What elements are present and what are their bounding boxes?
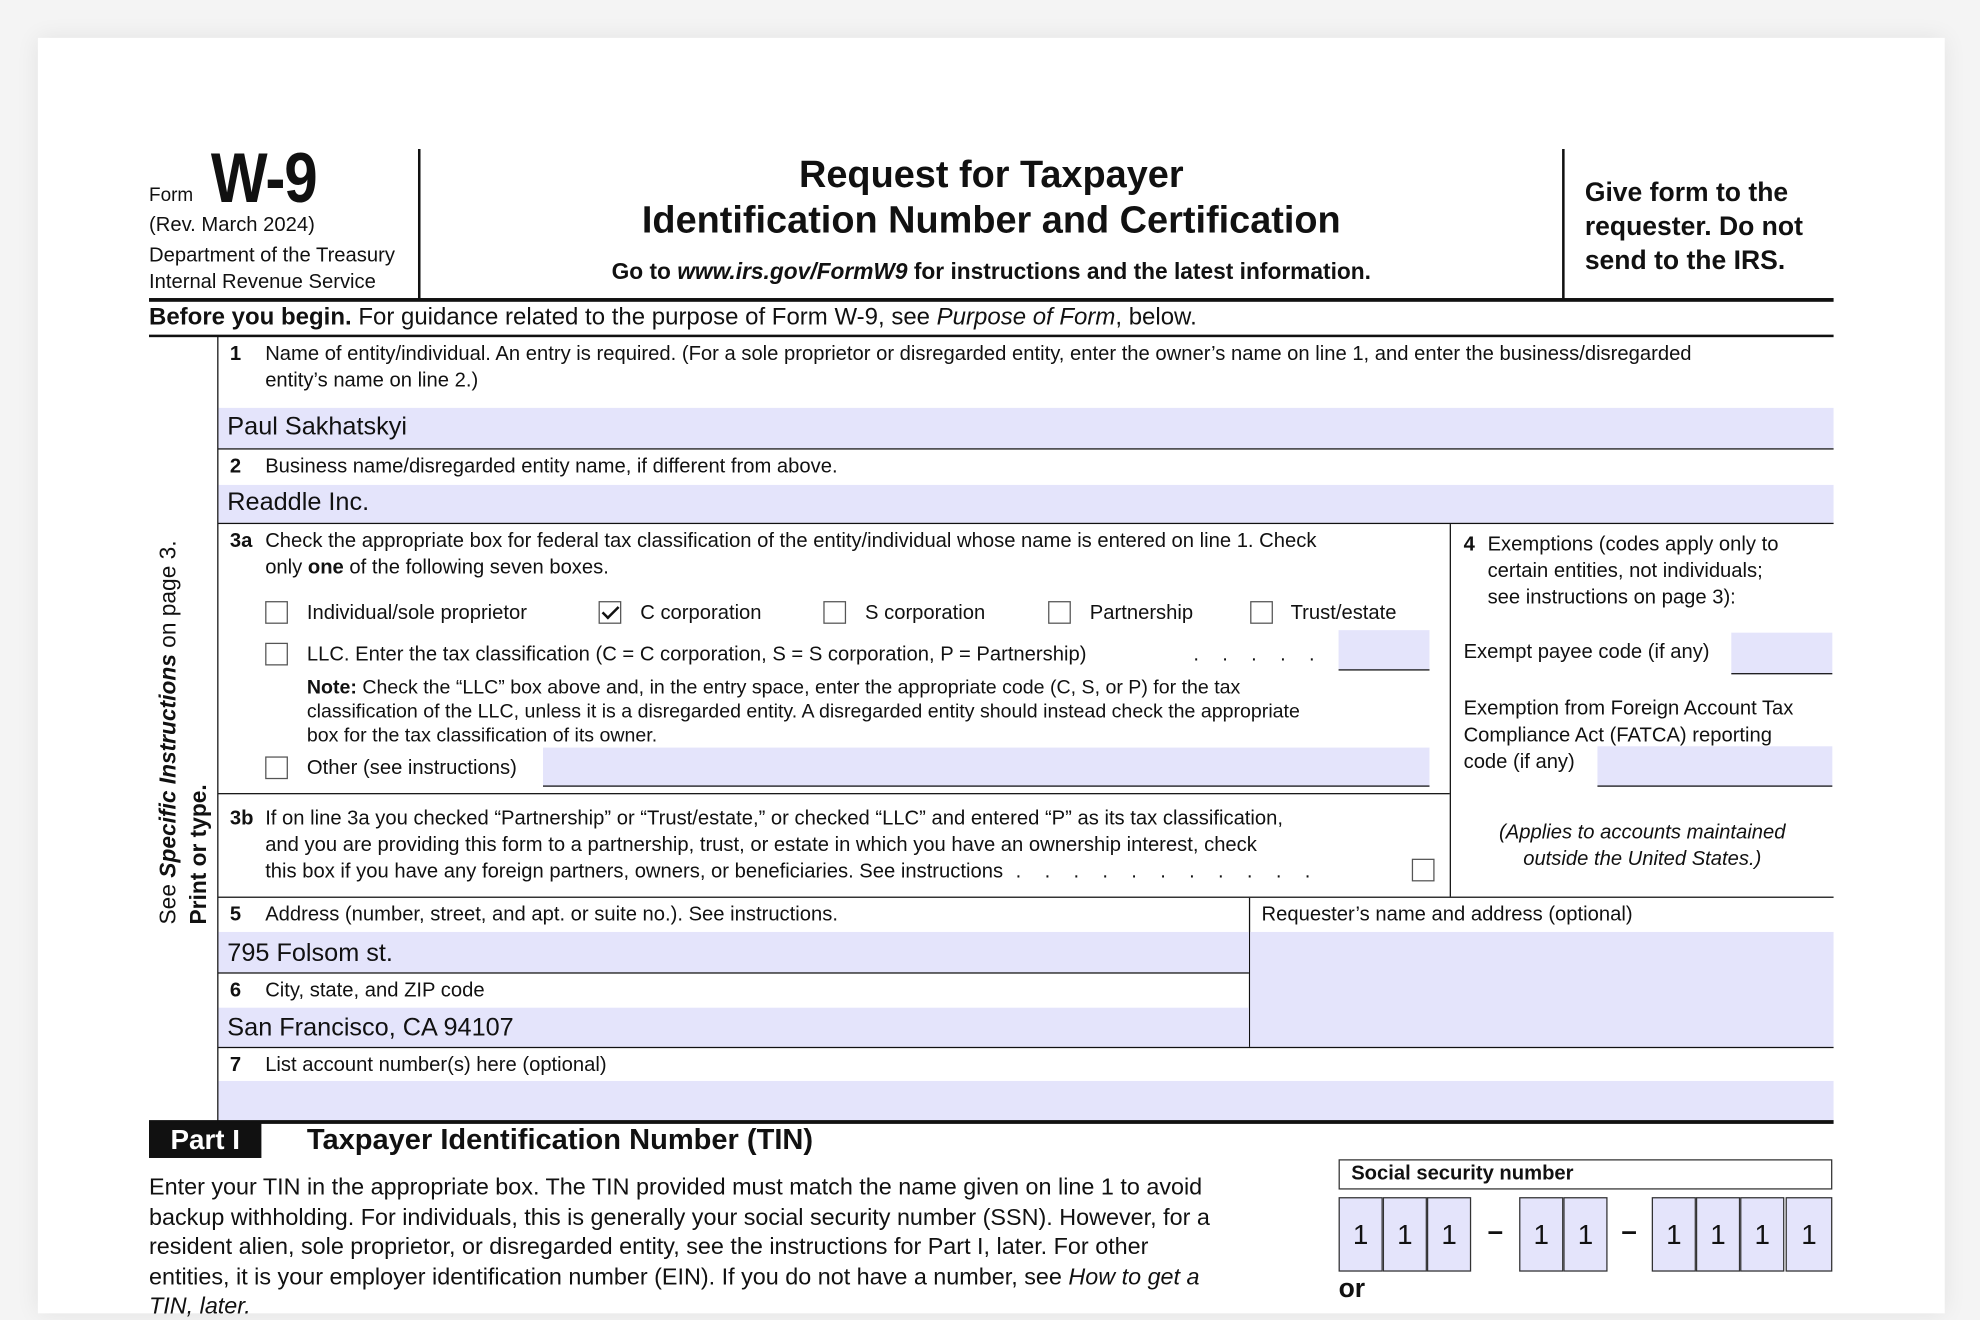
line5-label: 5 Address (number, street, and apt. or suite no.). See instructions.	[229, 904, 838, 926]
line3a-label: 3a Check the appropriate box for federal tax classification of the entity/individual whose name is entered on line 1. Check only one of the following seven boxes.	[229, 530, 1317, 579]
side-instructions: See Specific Instructions on page 3. Print or type.	[155, 540, 211, 925]
requester-label: Requester’s name and address (optional)	[1261, 904, 1633, 926]
department: Department of the Treasury	[149, 244, 395, 267]
irs-link[interactable]: www.irs.gov/FormW9	[677, 258, 908, 285]
ssn-digit[interactable]: 1	[1563, 1197, 1607, 1272]
ssn-digit[interactable]: 1	[1652, 1197, 1696, 1272]
business-name-field[interactable]: Readdle Inc.	[218, 485, 1833, 523]
part1-tag: Part I	[149, 1123, 261, 1158]
ssn-digit[interactable]: 1	[1786, 1197, 1833, 1272]
trust-estate-checkbox[interactable]	[1250, 601, 1273, 624]
other-label: Other (see instructions)	[306, 757, 517, 780]
llc-note: Note: Check the “LLC” box above and, in the entry space, enter the appropriate code (C, S, or P) for the tax classification of the LLC, unless it is a disregarded entity. A disregarded entity should instead check the appropriate box for the tax classification of its owner.	[306, 676, 1300, 747]
ssn-dash: –	[1621, 1214, 1637, 1247]
ssn-dash: –	[1487, 1214, 1504, 1247]
ssn-label: Social security number	[1339, 1159, 1833, 1189]
account-numbers-field[interactable]	[218, 1081, 1833, 1121]
form-word: Form	[149, 184, 194, 206]
llc-label: LLC. Enter the tax classification (C = C corporation, S = S corporation, P = Partnership)	[306, 644, 1087, 666]
form-title	[421, 153, 1563, 244]
or-label: or	[1338, 1274, 1366, 1304]
trust-estate-label: Trust/estate	[1290, 602, 1397, 624]
other-checkbox[interactable]	[265, 756, 288, 779]
c-corporation-label: C corporation	[640, 602, 762, 624]
city-state-zip-field[interactable]: San Francisco, CA 94107	[218, 1008, 1248, 1047]
line1-label: 1 Name of entity/individual. An entry is required. (For a sole proprietor or disregarded entity, enter the owner’s name on line 1, and enter the business/disregarded entity’s name on line 2.)	[229, 343, 1692, 392]
revision: (Rev. March 2024)	[149, 214, 315, 237]
applies-note: (Applies to accounts maintained outside the United States.)	[1499, 822, 1786, 871]
individual-checkbox[interactable]	[265, 601, 288, 624]
fatca-code-field[interactable]	[1597, 746, 1832, 786]
llc-checkbox[interactable]	[265, 643, 288, 666]
other-field[interactable]	[543, 748, 1429, 787]
ssn-digit[interactable]: 1	[1519, 1197, 1563, 1272]
title-line-1: Request for Taxpayer	[798, 154, 1184, 196]
line6-label: 6 City, state, and ZIP code	[229, 979, 485, 1002]
give-form-note: Give form to the requester. Do not send to the IRS.	[1584, 178, 1803, 276]
ssn-digit[interactable]: 1	[1339, 1197, 1383, 1272]
partnership-checkbox[interactable]	[1048, 601, 1071, 624]
llc-dots: . . . . .	[1193, 644, 1315, 666]
ssn-digit[interactable]: 1	[1427, 1197, 1471, 1272]
foreign-partners-checkbox[interactable]	[1412, 859, 1435, 882]
part1-title: Taxpayer Identification Number (TIN)	[306, 1122, 814, 1156]
fatca-label: Exemption from Foreign Account Tax Compliance Act (FATCA) reporting code (if any)	[1463, 698, 1794, 773]
llc-classification-field[interactable]	[1339, 630, 1430, 670]
ssn-digit[interactable]: 1	[1383, 1197, 1427, 1272]
ssn-digit[interactable]: 1	[1696, 1197, 1740, 1272]
agency: Internal Revenue Service	[149, 271, 376, 293]
part1-instructions: Enter your TIN in the appropriate box. The TIN provided must match the name given on line 1 to avoid backup withholding. For individuals, this is generally your social security number (SSN). However, for a resident alien, sole proprietor, or disregarded entity, see the instructions for Part I, later. For other entities, it is your employer identification number (EIN). If you do not have a number, see How to get a TIN, later.	[149, 1173, 1210, 1319]
s-corporation-label: S corporation	[865, 602, 986, 624]
line3b-label: 3b If on line 3a you checked “Partnership” or “Trust/estate,” or checked “LLC” and entered “P” as its tax classification, and you are providing this form to a partnership, trust, or estate in which you have an ownership interest, check this box if you have any foreign partners, owners, or beneficiaries. See instructions . . . . . . . . . . .	[229, 808, 1311, 883]
line7-label: 7 List account number(s) here (optional)	[229, 1054, 607, 1076]
s-corporation-checkbox[interactable]	[823, 601, 846, 624]
before-you-begin: Before you begin. For guidance related to the purpose of Form W-9, see Purpose of Form, below.	[149, 304, 1197, 331]
line4-label: 4 Exemptions (codes apply only to certain entities, not individuals; see instructions on page 3):	[1463, 534, 1779, 609]
individual-label: Individual/sole proprietor	[306, 602, 528, 624]
exempt-payee-label: Exempt payee code (if any)	[1463, 641, 1710, 663]
c-corporation-checkbox[interactable]	[599, 601, 622, 624]
partnership-label: Partnership	[1089, 602, 1194, 624]
name-field[interactable]: Paul Sakhatskyi	[218, 408, 1833, 448]
form-number: W-9	[210, 137, 317, 218]
address-field[interactable]: 795 Folsom st.	[218, 932, 1248, 972]
line2-label: 2 Business name/disregarded entity name, if different from above.	[229, 455, 838, 478]
requester-field[interactable]	[1250, 932, 1833, 1047]
title-line-2: Identification Number and Certification	[641, 199, 1341, 242]
goto-line: Go to www.irs.gov/FormW9 for instructions and the latest information.	[611, 258, 1372, 285]
ssn-digit[interactable]: 1	[1740, 1197, 1784, 1272]
exempt-payee-field[interactable]	[1731, 633, 1832, 675]
